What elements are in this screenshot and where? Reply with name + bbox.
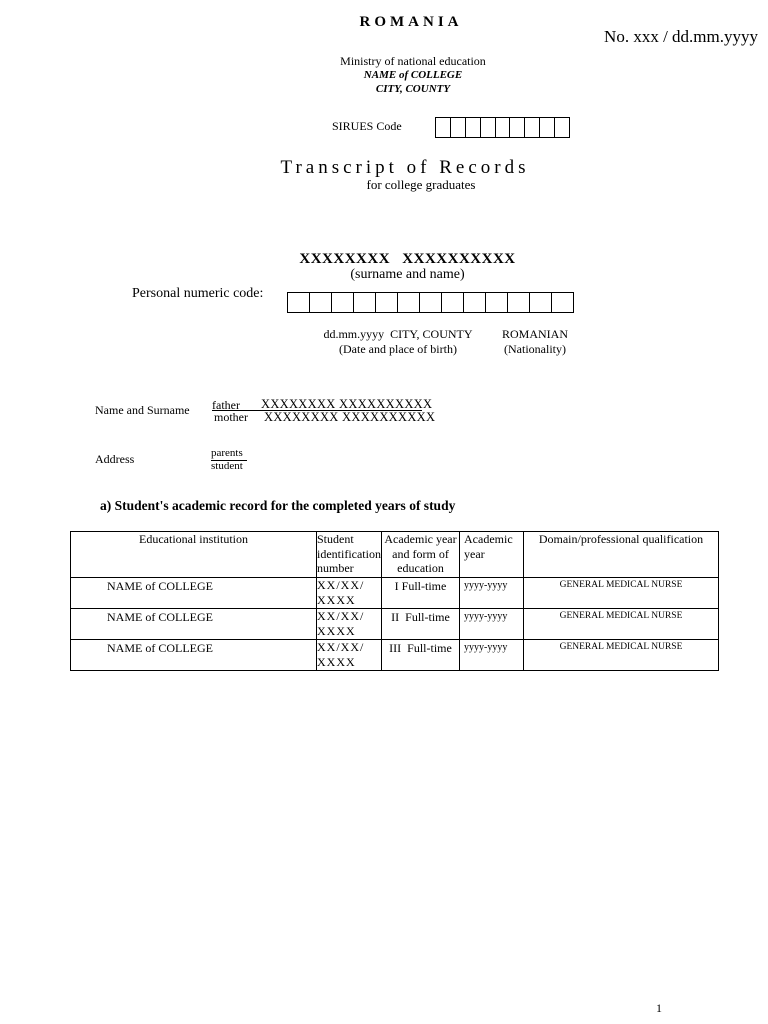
pnc-box — [552, 292, 574, 313]
ministry-name: Ministry of national education — [340, 54, 486, 68]
nationality-caption: (Nationality) — [504, 342, 566, 356]
document-title: Transcript of Records — [280, 157, 530, 178]
nationality-value: ROMANIAN — [502, 327, 568, 341]
academic-year-cell: yyyy-yyyy — [460, 578, 524, 609]
document-subtitle: for college graduates — [366, 177, 476, 192]
section-a-heading: a) Student's academic record for the completed years of study — [100, 498, 456, 513]
year-form-cell: II Full-time — [382, 609, 460, 640]
column-header: Domain/professional qualification — [524, 532, 719, 578]
pnc-box — [354, 292, 376, 313]
academic-year-cell: yyyy-yyyy — [460, 640, 524, 671]
personal-numeric-code-boxes — [287, 292, 574, 313]
parents-name-label: Name and Surname — [95, 403, 190, 417]
year-form-cell: I Full-time — [382, 578, 460, 609]
address-student-label: student — [211, 460, 243, 472]
qualification-cell: GENERAL MEDICAL NURSE — [524, 609, 719, 640]
table-row — [71, 640, 719, 671]
mother-label: mother — [214, 410, 248, 424]
column-header: Student identification number — [317, 532, 382, 578]
qualification-cell: GENERAL MEDICAL NURSE — [524, 640, 719, 671]
college-location: CITY, COUNTY — [375, 83, 451, 95]
sirues-code-box — [555, 117, 570, 138]
qualification-cell: GENERAL MEDICAL NURSE — [524, 578, 719, 609]
address-label: Address — [95, 452, 135, 466]
institution-cell: NAME of COLLEGE — [71, 578, 317, 609]
pnc-box — [310, 292, 332, 313]
sirues-code-boxes — [435, 117, 570, 138]
ministry-block — [313, 54, 513, 96]
pnc-box — [332, 292, 354, 313]
sirues-code-box — [496, 117, 511, 138]
pnc-box — [530, 292, 552, 313]
column-header: Academic year and form of education — [382, 532, 460, 578]
institution-cell: NAME of COLLEGE — [71, 609, 317, 640]
pnc-box — [508, 292, 530, 313]
pnc-box — [442, 292, 464, 313]
sirues-code-box — [481, 117, 496, 138]
personal-numeric-code-label: Personal numeric code: — [132, 286, 264, 301]
student-id-cell: XX/XX/ XXXX — [317, 609, 382, 640]
father-label: father — [212, 398, 240, 412]
column-header: Academic year — [460, 532, 524, 578]
country-heading: ROMANIA — [359, 14, 463, 30]
pnc-box — [464, 292, 486, 313]
birth-block — [312, 327, 484, 357]
birth-date-place: dd.mm.yyyy CITY, COUNTY — [323, 327, 473, 341]
mother-name: XXXXXXXX XXXXXXXXXX — [264, 410, 436, 424]
institution-cell: NAME of COLLEGE — [71, 640, 317, 671]
column-header: Educational institution — [71, 532, 317, 578]
table-row — [71, 578, 719, 609]
sirues-code-box — [510, 117, 525, 138]
student-name: XXXXXXXX XXXXXXXXXX — [299, 251, 516, 267]
pnc-box — [287, 292, 310, 313]
pnc-box — [376, 292, 398, 313]
pnc-box — [420, 292, 442, 313]
birth-caption: (Date and place of birth) — [339, 342, 457, 356]
sirues-code-box — [525, 117, 540, 138]
sirues-code-box — [451, 117, 466, 138]
page-number: 1 — [656, 1001, 662, 1015]
college-name: NAME of COLLEGE — [363, 69, 463, 81]
address-parents-label: parents — [211, 447, 243, 459]
student-name-caption: (surname and name) — [350, 267, 465, 282]
document-number: No. xxx / dd.mm.yyyy — [604, 27, 758, 46]
nationality-block — [498, 327, 572, 357]
pnc-box — [486, 292, 508, 313]
table-header-row — [71, 532, 719, 578]
sirues-label: SIRUES Code — [332, 119, 402, 133]
sirues-code-box — [466, 117, 481, 138]
table-row — [71, 609, 719, 640]
academic-record-table — [70, 531, 719, 671]
student-id-cell: XX/XX/ XXXX — [317, 640, 382, 671]
sirues-code-box — [540, 117, 555, 138]
academic-year-cell: yyyy-yyyy — [460, 609, 524, 640]
pnc-box — [398, 292, 420, 313]
year-form-cell: III Full-time — [382, 640, 460, 671]
father-name: XXXXXXXX XXXXXXXXXX — [261, 397, 433, 411]
student-id-cell: XX/XX/ XXXX — [317, 578, 382, 609]
sirues-code-box — [435, 117, 451, 138]
